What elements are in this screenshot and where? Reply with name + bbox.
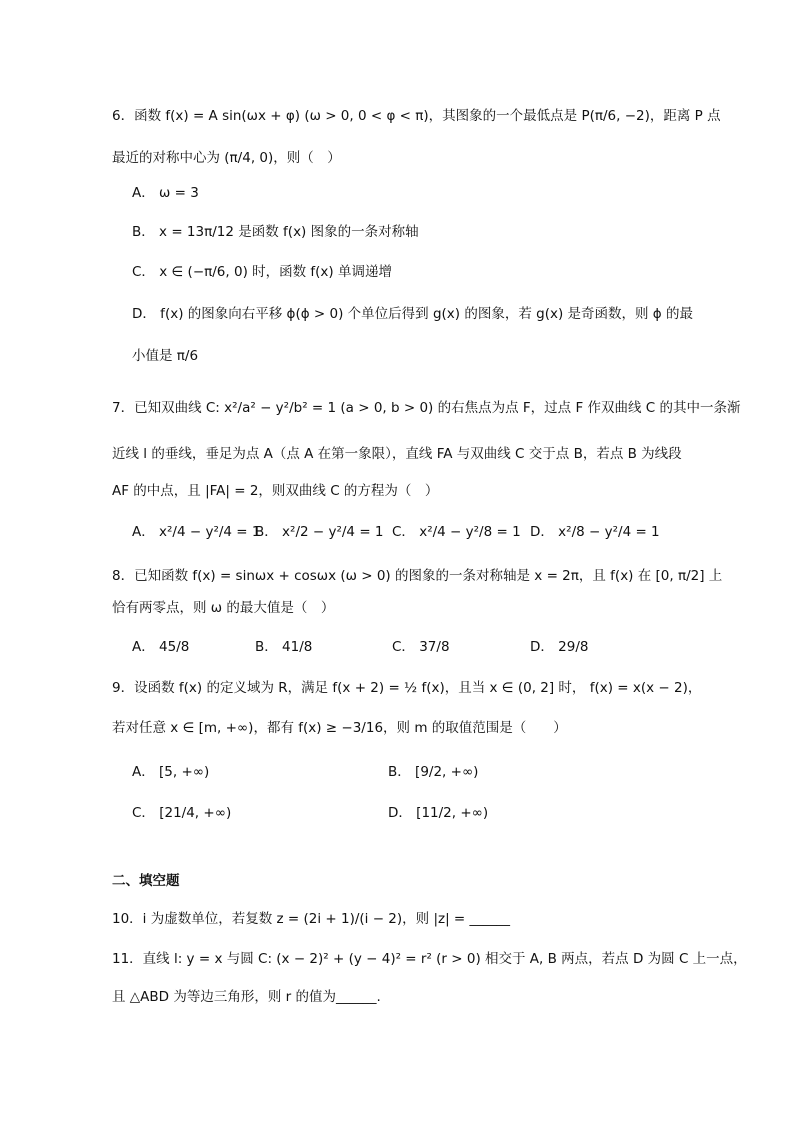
- q9-option-d: D． [11/2, +∞): [388, 805, 489, 821]
- q6-option-a: A． ω = 3: [132, 185, 199, 201]
- q7-option-b: B． x²/2 − y²/4 = 1: [255, 524, 384, 540]
- q7-stem-line-1: 7．已知双曲线 C: x²/a² − y²/b² = 1 (a > 0, b > 0) 的右焦点为点 F，过点 F 作双曲线 C 的其中一条渐: [112, 400, 741, 416]
- q7-stem-line-3: AF 的中点，且 |FA| = 2，则双曲线 C 的方程为（ ）: [112, 483, 439, 499]
- q9-option-b: B． [9/2, +∞): [388, 764, 479, 780]
- q7-option-a: A． x²/4 − y²/4 = 1: [132, 524, 261, 540]
- q6-stem-line-2: 最近的对称中心为 (π/4, 0)，则（ ）: [112, 150, 341, 166]
- q6-option-d-line-1: D． f(x) 的图象向右平移 ϕ(ϕ > 0) 个单位后得到 g(x) 的图象，若 g(x) 是奇函数，则 ϕ 的最: [132, 306, 694, 322]
- q6-option-d-line-2: 小值是 π/6: [132, 348, 199, 364]
- q10-stem: 10．i 为虚数单位，若复数 z = (2i + 1)/(i − 2)，则 |z| = ______: [112, 911, 511, 927]
- q8-option-a: A． 45/8: [132, 639, 190, 655]
- q8-stem-line-2: 恰有两零点，则 ω 的最大值是（ ）: [112, 600, 335, 616]
- q6-stem-line-1: 6．函数 f(x) = A sin(ωx + φ) (ω > 0, 0 < φ < π)，其图象的一个最低点是 P(π/6, −2)，距离 P 点: [112, 108, 721, 124]
- q9-option-a: A． [5, +∞): [132, 764, 210, 780]
- q7-option-d: D． x²/8 − y²/4 = 1: [530, 524, 660, 540]
- q7-option-c: C． x²/4 − y²/8 = 1: [392, 524, 521, 540]
- q6-option-c: C． x ∈ (−π/6, 0) 时，函数 f(x) 单调递增: [132, 264, 392, 280]
- q7-stem-line-2: 近线 l 的垂线，垂足为点 A（点 A 在第一象限），直线 FA 与双曲线 C 交于点 B，若点 B 为线段: [112, 446, 682, 462]
- q9-stem-line-2: 若对任意 x ∈ [m, +∞)，都有 f(x) ≥ −3/16，则 m 的取值范围是（ ）: [112, 720, 567, 736]
- q11-stem-line-1: 11．直线 l: y = x 与圆 C: (x − 2)² + (y − 4)² = r² (r > 0) 相交于 A, B 两点，若点 D 为圆 C 上一点，: [112, 951, 747, 967]
- section-title-fill-in: 二、填空题: [112, 873, 180, 889]
- q8-option-d: D． 29/8: [530, 639, 589, 655]
- q9-stem-line-1: 9．设函数 f(x) 的定义域为 R，满足 f(x + 2) = ½ f(x)，且当 x ∈ (0, 2] 时， f(x) = x(x − 2)，: [112, 680, 702, 696]
- q8-stem-line-1: 8．已知函数 f(x) = sinωx + cosωx (ω > 0) 的图象的一条对称轴是 x = 2π，且 f(x) 在 [0, π/2] 上: [112, 568, 723, 584]
- q8-option-c: C． 37/8: [392, 639, 450, 655]
- q11-stem-line-2: 且 △ABD 为等边三角形，则 r 的值为______.: [112, 989, 381, 1005]
- q8-option-b: B． 41/8: [255, 639, 313, 655]
- q6-option-b: B． x = 13π/12 是函数 f(x) 图象的一条对称轴: [132, 224, 419, 240]
- q9-option-c: C． [21/4, +∞): [132, 805, 232, 821]
